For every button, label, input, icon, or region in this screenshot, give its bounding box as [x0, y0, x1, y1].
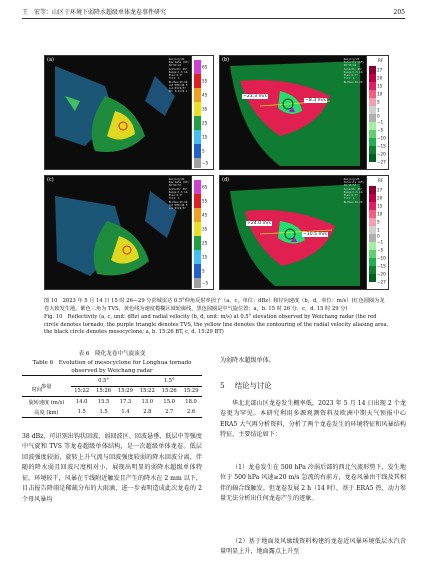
- panel-info-b: Nanjing/2D Velocity (RF) 00:59:24 Azimuth: 65° Range:1.5 km Elev:0.5° Tilt: 1 BL/Max:20.00: [343, 58, 364, 84]
- reflectivity-colorbar-c: [191, 176, 213, 290]
- conclusion-paragraph-1: 华北北部山区龙卷发生概率低，2023 年 5 月 14 日出现 2 个龙卷更为罕见。本研究利用多源观测资料及欧洲中期天气预报中心 ERA5 大气再分析资料，分析了两个龙卷发生的环境特征和风暴结构特征，主要结论如下：: [220, 400, 406, 439]
- velocity-scale-title-b: RF: [378, 58, 384, 63]
- vel-tick-d: −27: [377, 279, 386, 285]
- running-header: [22, 7, 405, 19]
- vel-tick-b: 20: [377, 75, 383, 81]
- vel-tick-d: −15: [377, 263, 386, 269]
- vel-tick-d: −20: [377, 271, 386, 277]
- figure-caption-en: Fig. 10 Reflectivity (a, c, unit: dBz) and radial velocity (b, d, unit: m/s) at 0.5° elevation observed by Weichang radar (the red circle denotes tornado, the purple triangle denotes TVS, the yellow line denotes the contouring of the radial velocity aliasing area, the black circle denotes mesocyclone; a, b. 15:26 BT, c, d. 15:29 BT): [44, 314, 389, 336]
- panel-info-a: Nanjing/2D Raw Data (RF) 00:59:24 Azimuth: 65° Range:1.5 km Elev:0.5° Tilt: 1 BL/Max:20.00 Lat:N30/48.5 Lon:E119/37 DP: 0.0/34.1: [168, 58, 189, 94]
- table-cell: 1.5: [71, 407, 93, 418]
- table-param-header: 参量: [22, 376, 71, 397]
- conclusion-paragraph-2: （1）龙卷发生在 500 hPa 冷涡后部的西北气流形势下，发生地位于 500 hPa 风速≥20 m/s 急流的右前方，龙卷风暴由干线及其相伴的辐合线触发。但龙卷发展 2 h（14 时），基于 ERA5 热、动力参量无法分析出任何龙卷产生的迹象。: [220, 464, 406, 503]
- table-cell: 15:22: [136, 386, 158, 397]
- refl-tick-c: 35: [202, 226, 208, 232]
- vel-tick-b: 10: [377, 91, 383, 97]
- panel-info-d: Nanjing/2D Velocity (RF) 00:59:57 Azimuth: 65° Range:1.5 km Elev:0.5° Tilt: 1 BL/Max:20.00: [343, 178, 364, 204]
- refl-tick-a: 65: [202, 64, 208, 70]
- velocity-annotation-d2: −10.5 m/s: [303, 232, 327, 237]
- table-cell: 17.3: [115, 397, 137, 408]
- table-cell: 18.0: [180, 397, 202, 408]
- velocity-annotation-d1: +24.0 m/s: [247, 221, 271, 226]
- table-row: [22, 397, 202, 408]
- vel-tick-b: 15: [377, 83, 383, 89]
- panel-label-b: (b): [222, 57, 230, 63]
- vel-tick-b: 27: [377, 67, 383, 73]
- vel-tick-b: −27: [377, 159, 386, 165]
- refl-tick-a: 35: [202, 106, 208, 112]
- table-cell: 2.7: [158, 407, 180, 418]
- refl-tick-a: 25: [202, 120, 208, 126]
- section-title: 结论与讨论: [234, 381, 272, 390]
- table-row-label: 高度 (km): [22, 407, 71, 418]
- vel-tick-b: 0: [377, 113, 380, 119]
- velocity-colorbar-b: [366, 56, 388, 170]
- velocity-scale-title-d: RF: [378, 178, 384, 183]
- vel-tick-d: 10: [377, 211, 383, 217]
- reflectivity-colorbar-a: [191, 56, 213, 170]
- refl-tick-c: 65: [202, 184, 208, 190]
- table-cell: 2.8: [136, 407, 158, 418]
- section-number: 5: [220, 381, 225, 390]
- refl-tick-c: 5: [202, 268, 205, 274]
- vel-tick-d: −5: [377, 247, 384, 253]
- table-cell: 15:22: [71, 386, 93, 397]
- vel-tick-d: 15: [377, 203, 383, 209]
- figure-caption-cn: 图 10 2023 年 5 月 14 日 15 时 26—29 分彭城雷达 0.5°仰角反射率因子（a，c，单位：dBz）和径向速度（b，d，单位：m/s）(红色圆圈为龙卷大致发生地，紫色三角为 TVS，黄色线为速度模糊区域轮廓线，黑色圆圈是中气旋位置；a，b. 15 时 26 分，c，d. 15 时 29 分): [44, 298, 385, 312]
- panel-label-a: (a): [47, 57, 54, 63]
- vel-tick-d: −10: [377, 255, 386, 261]
- table-row-label: 时间: [31, 387, 43, 393]
- vel-tick-b: 5: [377, 99, 380, 105]
- velocity-annotation-b1: −23.3 m/s: [243, 94, 267, 99]
- panel-a-reflectivity: [44, 55, 214, 170]
- right-intro-text: 为弱降水超级单体。: [220, 357, 275, 364]
- table-cell: 15:29: [115, 386, 137, 397]
- vel-tick-b: 1: [377, 107, 380, 113]
- vel-tick-d: −1: [377, 239, 384, 245]
- table-cell: 13.0: [136, 397, 158, 408]
- table-6: [22, 375, 202, 418]
- refl-tick-c: 45: [202, 212, 208, 218]
- vel-tick-b: −20: [377, 151, 386, 157]
- panel-info-c: Nanjing/2D Raw Data (RF) 00:59:57 Azimuth: 65° Range:1.5 km Elev:0.5° Tilt: 1 BL/Max:20.00 Lat:N30/48.5 Lon:E119/37: [168, 178, 189, 211]
- vel-tick-b: −1: [377, 119, 384, 125]
- conclusion-paragraph-3: （2）基于地面及风廓线资料构建的龙卷近风暴环境低层水汽含量明显上升，地面露点上升至: [220, 538, 406, 556]
- vel-tick-d: 1: [377, 227, 380, 233]
- table-elev-header: 1.5°: [136, 376, 202, 387]
- table-cell: 1.5: [93, 407, 115, 418]
- panel-b-velocity: [219, 55, 389, 170]
- refl-tick-a: 5: [202, 148, 205, 154]
- table-cell: 15:26: [93, 386, 115, 397]
- refl-tick-c: −5: [202, 280, 209, 286]
- panel-label-d: (d): [222, 177, 230, 183]
- vel-tick-d: 5: [377, 219, 380, 225]
- table-cell: 15.0: [158, 397, 180, 408]
- refl-tick-a: −5: [202, 160, 209, 166]
- header-page-number: 205: [393, 9, 405, 16]
- table-cell: 14.0: [71, 397, 93, 408]
- table-row-label: 旋转速度 (m/s): [22, 397, 71, 408]
- vel-tick-d: 20: [377, 195, 383, 201]
- panel-label-c: (c): [47, 177, 54, 183]
- table-caption-cn: 表 6 隆化龙卷中气旋演变: [78, 351, 146, 357]
- vel-tick-d: 27: [377, 187, 383, 193]
- table-cell: 15:29: [180, 386, 202, 397]
- table-cell: 1.4: [115, 407, 137, 418]
- refl-tick-c: 15: [202, 254, 208, 260]
- left-body-text: 38 dBz，可识别出钩状回波、弱回波区、回波悬垂、低层中等强度中气旋和 TVS 等龙卷超级单体结构，是一次超级单体龙卷。低层回波强度较弱，旋转上升气流与回波强度较弱的降水回波分离，伴随的降水弱且回波尺度相对小，展现出明显的弱降水超级单体特征。环境较干，风暴在干线附近触发且产生的降水在 2 mm 以下，目击报告降雨是稀疏分布的大雨滴，进一步表明造成此次龙卷的 2 个母风暴均: [22, 433, 202, 503]
- refl-tick-c: 55: [202, 198, 208, 204]
- table-elev-header: 0.5°: [71, 376, 137, 387]
- velocity-annotation-b2: −8.3 m/s: [305, 98, 327, 103]
- vel-tick-b: −5: [377, 127, 384, 133]
- vel-tick-b: −15: [377, 143, 386, 149]
- figure-10: [44, 55, 389, 290]
- header-authors-title: 王 宏等：山区于环境下弱降水超级单体龙卷事件研究: [22, 9, 167, 16]
- refl-tick-c: 25: [202, 240, 208, 246]
- section-heading: [220, 380, 272, 391]
- table-caption-en: Table 6 Evolution of mesocyclone for Longhua tornado observed by Weichang radar: [32, 360, 192, 374]
- refl-tick-a: 55: [202, 78, 208, 84]
- vel-tick-b: −10: [377, 135, 386, 141]
- velocity-colorbar-d: [366, 176, 388, 290]
- table-cell: 15:26: [158, 386, 180, 397]
- panel-d-velocity: [219, 175, 389, 290]
- table-row: [22, 407, 202, 418]
- table-cell: 15.5: [93, 397, 115, 408]
- panel-c-reflectivity: [44, 175, 214, 290]
- refl-tick-a: 45: [202, 92, 208, 98]
- vel-tick-d: 0: [377, 233, 380, 239]
- refl-tick-a: 15: [202, 134, 208, 140]
- table-cell: 2.6: [180, 407, 202, 418]
